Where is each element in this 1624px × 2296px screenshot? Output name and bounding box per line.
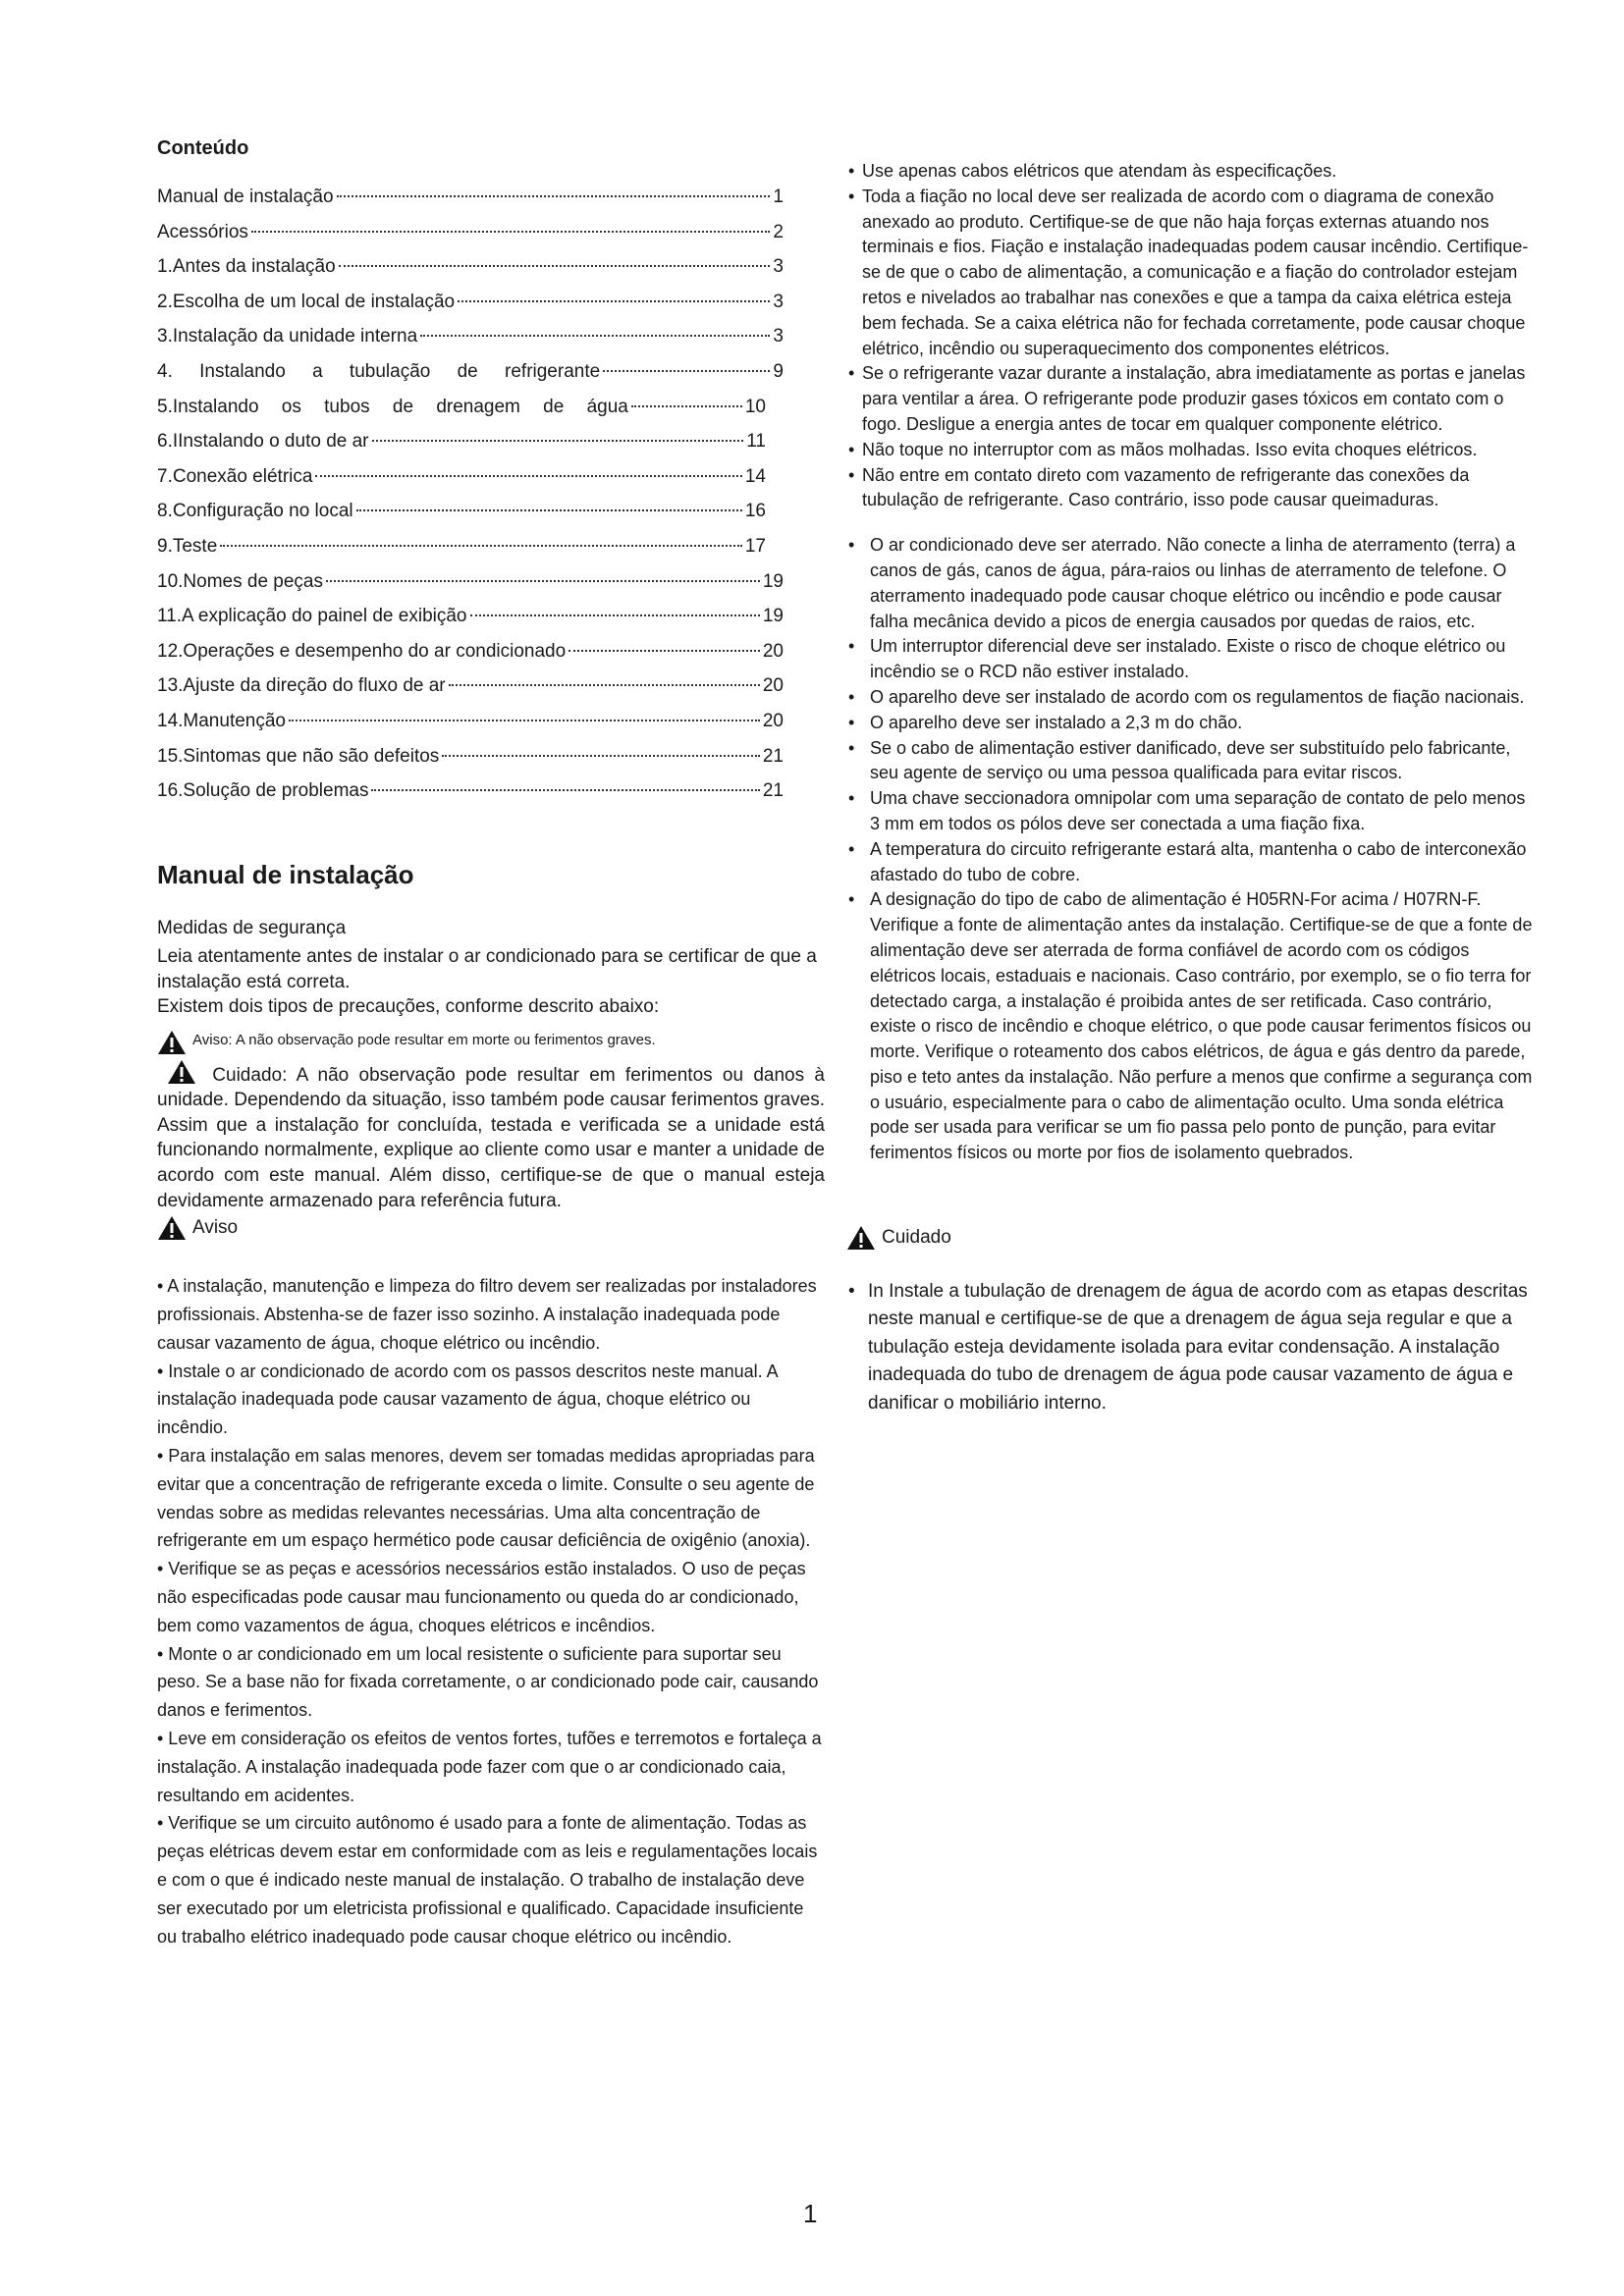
list-item: • Use apenas cabos elétricos que atendam às especificações. [846,159,1534,185]
list-item: • Se o refrigerante vazar durante a instalação, abra imediatamente as portas e janelas para ventilar a área. O refrigerante pode produzir gases tóxicos em contato com o fogo. Desligue a energia antes de tocar em qualquer componente elétrico. [846,361,1534,437]
toc-item-label: 10.Nomes de peças [157,570,323,592]
toc-item[interactable] [157,424,766,459]
toc-dot-leader [568,650,760,652]
right-column [846,159,1534,1417]
toc-item-page: 3 [773,326,784,347]
section-title: Manual de instalação [157,859,414,889]
toc-item-label: 13.Ajuste da direção do fluxo de ar [157,675,446,697]
toc-item[interactable] [157,634,784,669]
toc-item[interactable] [157,704,784,739]
toc-item-label: 2.Escolha de um local de instalação [157,291,456,312]
toc-item[interactable] [157,564,784,600]
warning-triangle-icon [157,1215,187,1241]
list-item: • O aparelho deve ser instalado a 2,3 m do chão. [846,711,1534,736]
toc-item-label: 6.IInstalando o duto de ar [157,431,369,453]
toc-item[interactable] [157,354,784,390]
toc-item-label: 3.Instalação da unidade interna [157,326,418,347]
toc-dot-leader [449,684,760,686]
safety-bullets-b [846,533,1534,1166]
toc-item-label: 15.Sintomas que não são defeitos [157,745,440,767]
toc-item-page: 3 [773,291,784,312]
toc-item-label: 16.Solução de problemas [157,780,369,802]
toc-dot-leader [220,545,742,547]
warning-triangle-icon [846,1225,876,1251]
toc-item-label: 7.Conexão elétrica [157,465,313,487]
toc-list [157,180,784,809]
list-item: • A designação do tipo de cabo de alimentação é H05RN-For acima / H07RN-F. Verifique a fonte de alimentação antes da instalação. Certifique-se de que a fonte de alimentação deve ser aterrada de forma confiável de acordo com os códigos elétricos locais, estaduais e nacionais. Caso contrário, por exemplo, se o fio terra for detectado carga, a instalação é proibida antes de ser retificada. Caso contrário, existe o risco de incêndio e choque elétrico, o que pode causar ferimentos físicos ou morte. Verifique o roteamento dos cabos elétricos, de água e gás dentro da parede, piso e teto antes da instalação. Não perfure a menos que confirme a segurança com o usuário, especialmente para o cabo de alimentação oculto. Uma sonda elétrica pode ser usada para verificar se um fio passa pelo ponto de punção, para evitar ferimentos físicos ou morte por fios de isolamento quebrados. [846,887,1534,1166]
aviso-label: Aviso [192,1217,239,1239]
toc-dot-leader [337,195,771,197]
toc-dot-leader [356,509,742,511]
toc-dot-leader [326,580,760,582]
toc-dot-leader [631,405,742,407]
toc-dot-leader [315,475,741,477]
toc-item[interactable] [157,285,784,320]
list-item: • Não entre em contato direto com vazamento de refrigerante das conexões da tubulação de refrigerante. Caso contrário, isso pode causar queimaduras. [846,463,1534,514]
toc-item-page: 19 [762,606,784,627]
toc-item-label: 14.Manutenção [157,710,286,731]
toc-item[interactable] [157,494,766,529]
toc-item-page: 19 [762,570,784,592]
list-item: • Uma chave seccionadora omnipolar com uma separação de contato de pelo menos 3 mm em todos os pólos deve ser conectada a uma fiação fixa. [846,786,1534,837]
toc-item[interactable] [157,390,766,425]
safety-intro [157,916,825,1020]
cuidado-bullets [846,1278,1534,1417]
toc-item[interactable] [157,668,784,704]
toc-item-page: 20 [762,640,784,662]
list-item: • Monte o ar condicionado em um local resistente o suficiente para suportar seu peso. Se a base não for fixada corretamente, o ar condicionado pode cair, causando danos e ferimentos. [157,1643,819,1721]
aviso-note-text: Aviso: A não observação pode resultar em morte ou ferimentos graves. [192,1031,656,1048]
toc-dot-leader [458,300,770,302]
toc-item-page: 2 [773,221,784,242]
toc-dot-leader [251,231,771,233]
toc-item[interactable] [157,599,784,634]
toc-item-page: 21 [762,780,784,802]
intro-paragraph: Existem dois tipos de precauções, conforme descrito abaixo: [157,996,660,1018]
list-item: • A temperatura do circuito refrigerante estará alta, mantenha o cabo de interconexão afastado do tubo de cobre. [846,837,1534,888]
toc-item-label: 11.A explicação do painel de exibição [157,606,467,627]
toc-item-page: 17 [744,535,766,557]
toc-item-page: 3 [773,256,784,278]
toc-item[interactable] [157,215,784,250]
toc-item-page: 9 [773,360,784,382]
toc-item[interactable] [157,774,784,809]
toc-item-label: Acessórios [157,221,248,242]
toc-item-page: 11 [746,431,766,453]
cuidado-label: Cuidado [882,1227,951,1249]
toc-item-page: 10 [744,396,766,417]
toc-dot-leader [371,789,759,791]
cuidado-note-text: Cuidado: A não observação pode resultar em ferimentos ou danos à unidade. Dependendo da situação, isso também pode causar ferimentos graves. Assim que a instalação for concluída, testada e verificada se a unidade está funcionando normalmente, explique ao cliente como usar e manter a unidade de acordo com este manual. Além disso, certifique-se de que o manual esteja devidamente armazenado para referência futura. [157,1064,825,1211]
list-item: • A instalação, manutenção e limpeza do filtro devem ser realizadas por instaladores profissionais. Abstenha-se de fazer isso sozinho. A instalação inadequada pode causar vazamento de água, choque elétrico ou incêndio. [157,1276,817,1353]
toc-dot-leader [470,614,760,616]
list-item: • Se o cabo de alimentação estiver danificado, deve ser substituído pelo fabricante, seu agente de serviço ou uma pessoa qualificada para evitar riscos. [846,736,1534,787]
left-column [157,137,825,1950]
warning-triangle-icon [167,1059,196,1085]
list-item: • Instale o ar condicionado de acordo com os passos descritos neste manual. A instalação inadequada pode causar vazamento de água, choque elétrico ou incêndio. [157,1361,778,1438]
toc-heading: Conteúdo [157,137,249,159]
toc-item[interactable] [157,739,784,774]
list-item: • Para instalação em salas menores, devem ser tomadas medidas apropriadas para evitar que a concentração de refrigerante exceda o limite. Consulte o seu agente de vendas sobre as medidas relevantes necessárias. Uma alta concentração de refrigerante em um espaço hermético pode causar deficiência de oxigênio (anoxia). [157,1446,815,1551]
toc-item-page: 1 [773,187,784,207]
toc-item[interactable] [157,180,784,215]
list-item: • Não toque no interruptor com as mãos molhadas. Isso evita choques elétricos. [846,438,1534,463]
warning-triangle-icon [157,1030,187,1055]
list-item: • Verifique se as peças e acessórios necessários estão instalados. O uso de peças não especificadas pode causar mau funcionamento ou queda do ar condicionado, bem como vazamentos de água, choques elétricos e incêndios. [157,1559,806,1635]
toc-item[interactable] [157,459,766,495]
toc-item-page: 16 [744,501,766,522]
toc-item-label: 8.Configuração no local [157,501,353,522]
cuidado-heading [846,1225,1534,1251]
toc-item-label: 1.Antes da instalação [157,256,336,278]
list-item: • Verifique se um circuito autônomo é usado para a fonte de alimentação. Todas as peças elétricas devem estar em conformidade com as leis e regulamentações locais e com o que é indicado neste manual de instalação. O trabalho de instalação deve ser executado por um eletricista profissional e qualificado. Capacidade insuficiente ou trabalho elétrico inadequado pode causar choque elétrico ou incêndio. [157,1813,818,1947]
toc-dot-leader [289,720,760,721]
toc-item-page: 20 [762,710,784,731]
toc-dot-leader [339,265,771,267]
toc-dot-leader [442,755,760,757]
list-item: • O ar condicionado deve ser aterrado. Não conecte a linha de aterramento (terra) a canos de gás, canos de água, pára-raios ou linhas de aterramento de telefone. O aterramento inadequado pode causar choque elétrico ou incêndio e pode causar falha mecânica devido a picos de energia causados por quedas de raios, etc. [846,533,1534,634]
cuidado-note [157,1059,825,1214]
page-number: 1 [803,2199,818,2228]
list-item: • O aparelho deve ser instalado de acordo com os regulamentos de fiação nacionais. [846,685,1534,711]
toc-item-page: 20 [762,675,784,697]
list-item: • Leve em consideração os efeitos de ventos fortes, tufões e terremotos e fortaleça a instalação. A instalação inadequada pode fazer com que o ar condicionado caia, resultando em acidentes. [157,1729,822,1805]
list-item: • Um interruptor diferencial deve ser instalado. Existe o risco de choque elétrico ou incêndio se o RCD não estiver instalado. [846,634,1534,685]
toc-item[interactable] [157,319,784,354]
toc-item-label: 12.Operações e desempenho do ar condicionado [157,640,567,662]
toc-item-page: 14 [744,465,766,487]
safety-bullets-a [846,159,1534,513]
toc-dot-leader [603,370,770,372]
list-item: • In Instale a tubulação de drenagem de água de acordo com as etapas descritas neste manual e certifique-se de que a drenagem de água seja regular e que a tubulação esteja devidamente isolada para evitar condensação. A instalação inadequada do tubo de drenagem de água pode causar vazamento de água e danificar o mobiliário interno. [846,1278,1534,1417]
toc-item[interactable] [157,249,784,285]
toc-item-label: 4. Instalando a tubulação de refrigerante [157,360,601,382]
toc-item-label: 9.Teste [157,535,218,557]
toc-item[interactable] [157,529,766,564]
toc-item-page: 21 [762,745,784,767]
intro-paragraph: Leia atentamente antes de instalar o ar condicionado para se certificar de que a instalação está correta. [157,946,817,992]
toc-dot-leader [420,335,770,337]
toc-item-label: Manual de instalação [157,187,334,207]
safety-subhead: Medidas de segurança [157,917,347,938]
aviso-bullets [157,1272,825,1950]
aviso-note [157,1030,825,1055]
toc-dot-leader [372,440,744,442]
list-item: • Toda a fiação no local deve ser realizada de acordo com o diagrama de conexão anexado ao produto. Certifique-se de que não haja forças externas atuando nos terminais e fios. Fiação e instalação inadequadas podem causar incêndio. Certifique-se de que o cabo de alimentação, a comunicação e a fiação do controlador estejam retos e nivelados ao trabalhar nas conexões e que a tampa da caixa elétrica esteja bem fechada. Se a caixa elétrica não for fechada corretamente, pode causar choque elétrico, incêndio ou superaquecimento dos componentes elétricos. [846,185,1534,362]
toc-item-label: 5.Instalando os tubos de drenagem de água [157,396,628,417]
aviso-heading [157,1215,825,1241]
